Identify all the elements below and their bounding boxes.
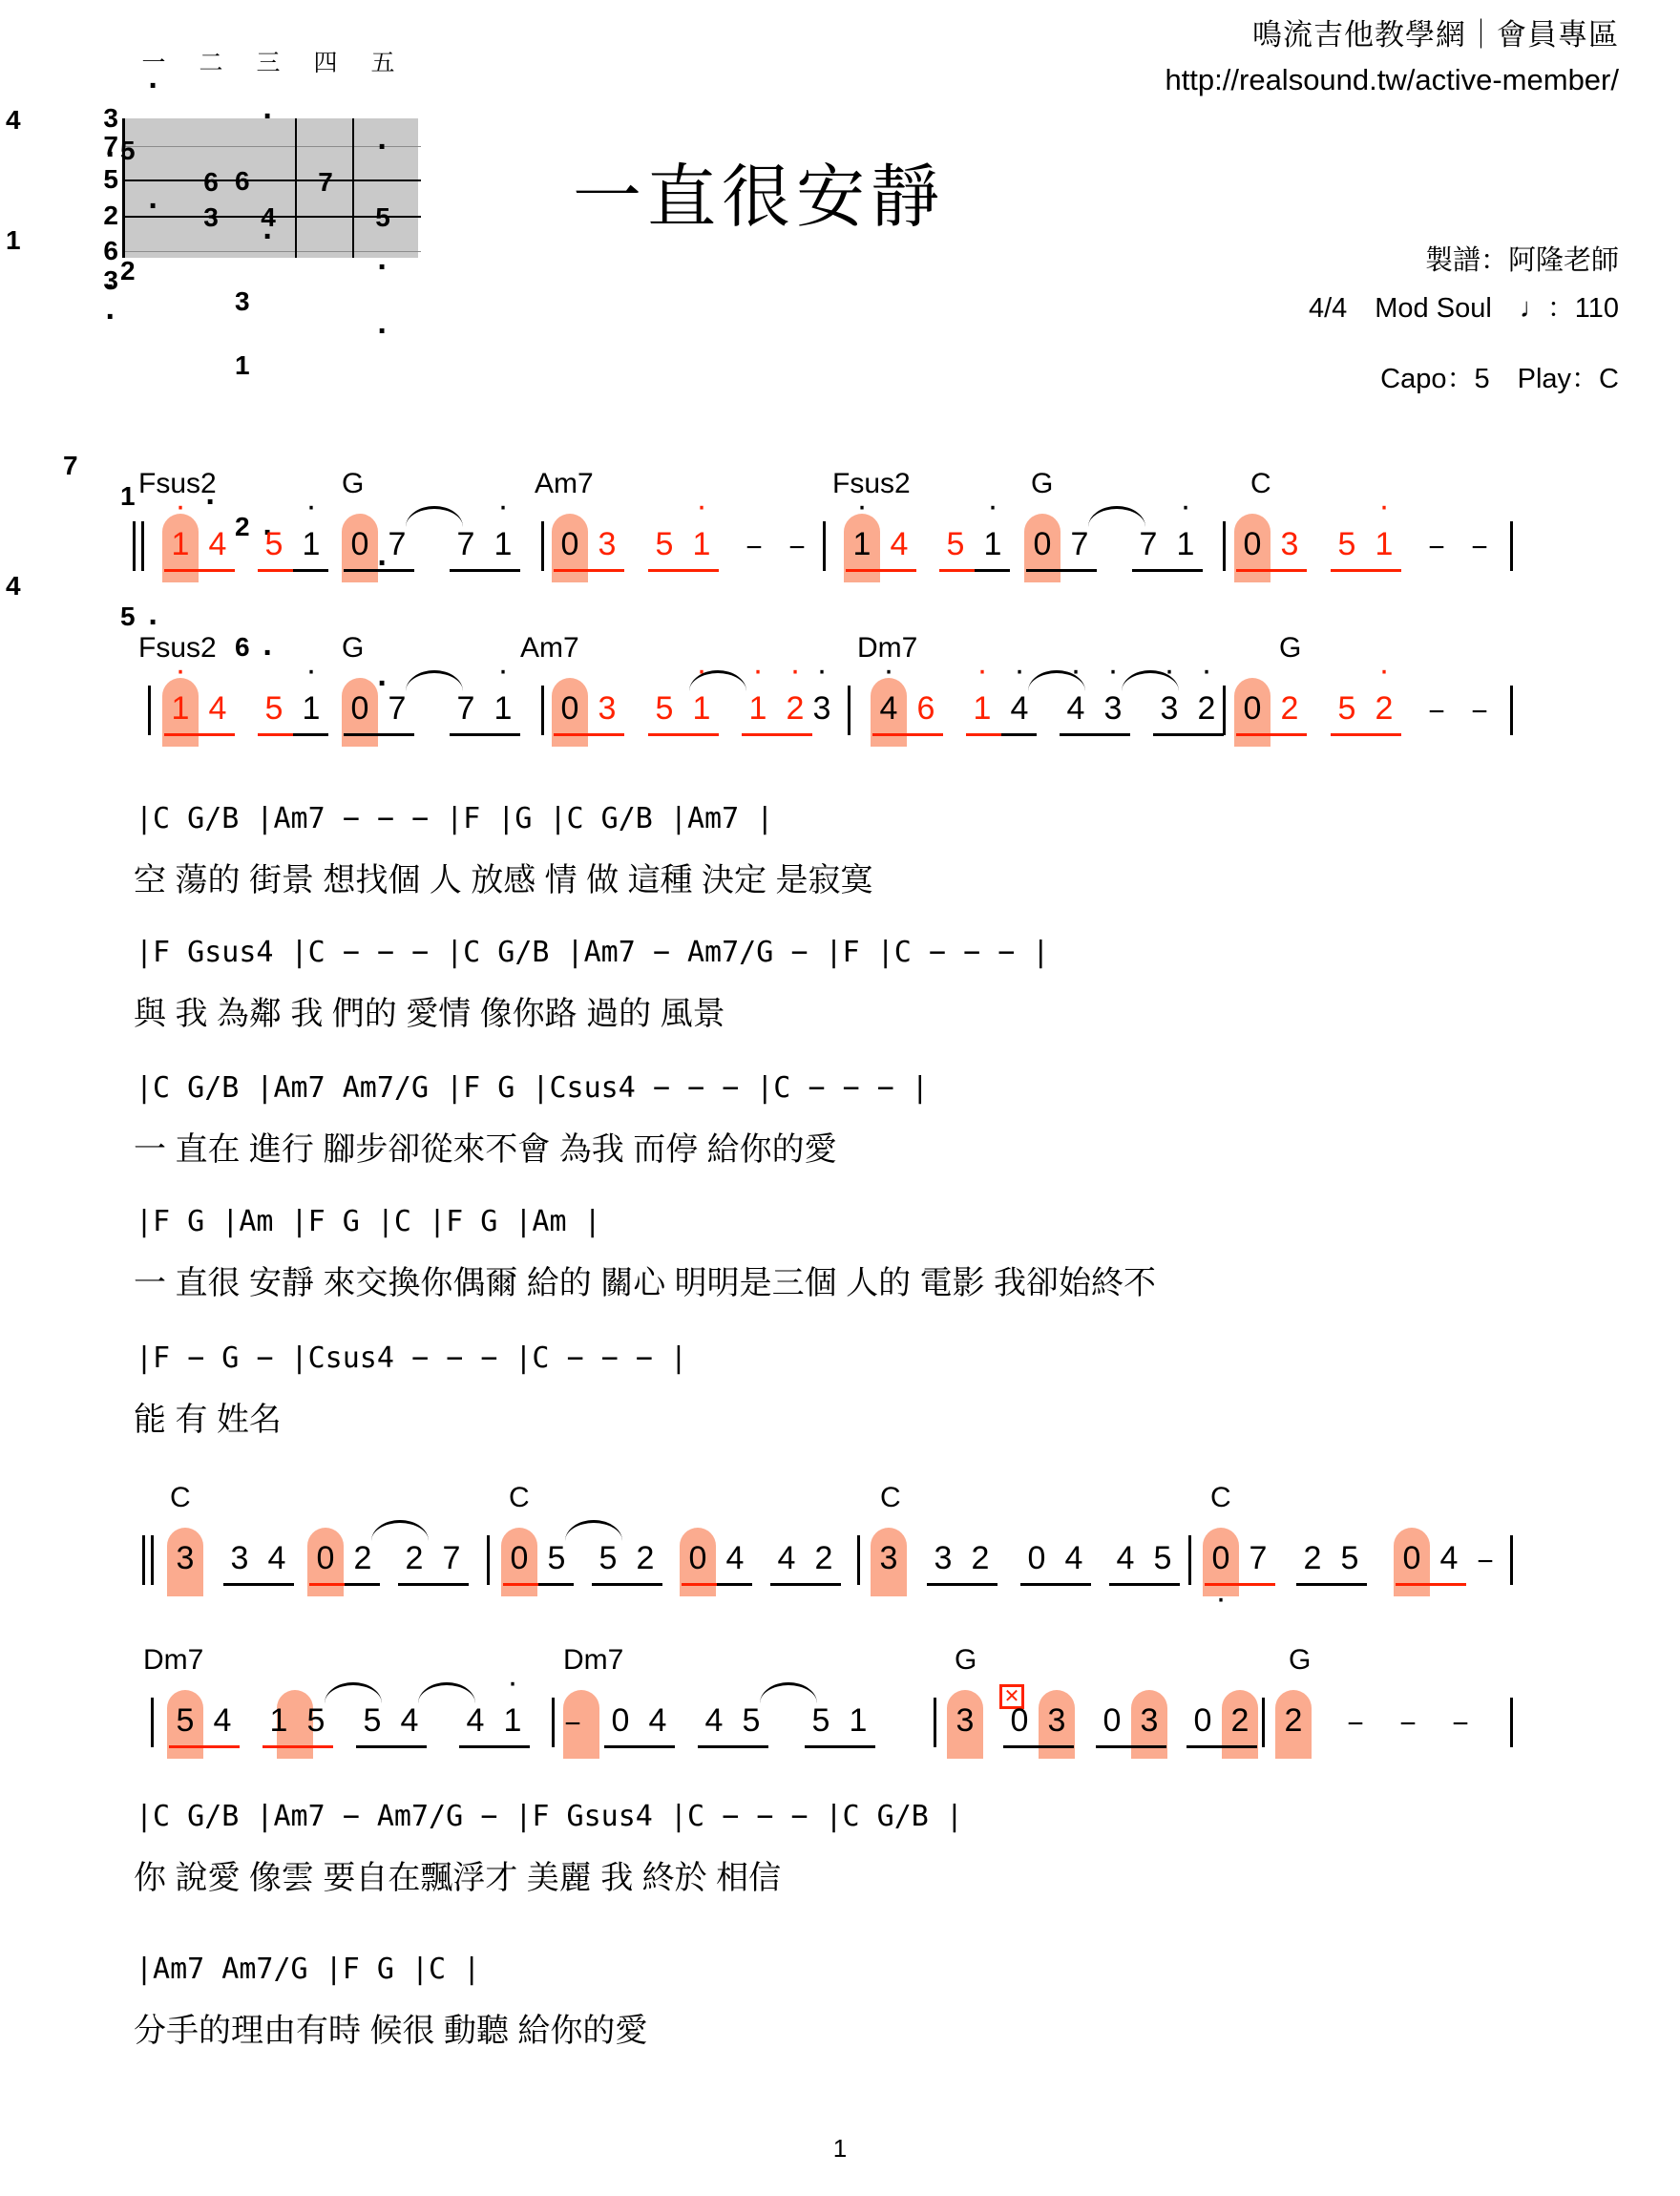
capo-info: Capo：5 Play：C [1380, 364, 1619, 394]
lyric-chord-line [0, 802, 1680, 848]
beam [770, 1583, 841, 1586]
lyric-word-line [0, 854, 1680, 911]
chord-label: Am7 [535, 468, 594, 499]
fret-row-3: 5 [103, 164, 118, 194]
beam [604, 1745, 675, 1748]
note: 3 [598, 690, 617, 727]
note: 1 · [1177, 525, 1195, 563]
barline [1188, 1535, 1191, 1585]
note: 1 · [504, 1701, 522, 1740]
note: 0 · [1212, 1539, 1230, 1577]
lyric-word-line [0, 2004, 1680, 2061]
chord-label: Am7 [520, 632, 579, 664]
beam [356, 1745, 427, 1748]
page-number: 1 [832, 2134, 848, 2163]
beam [1205, 1583, 1275, 1586]
note: 2 [1303, 1540, 1322, 1576]
lyric-word-line [0, 1393, 1680, 1450]
note: 4 [1064, 1540, 1083, 1576]
chord-label: C [509, 1482, 530, 1513]
note: 1 · [494, 689, 513, 728]
fretboard-column-labels [122, 44, 418, 76]
note: 5 [547, 1540, 566, 1576]
lyric-chord-line [0, 936, 1680, 982]
note: 7 [1249, 1540, 1268, 1576]
chord-row [0, 632, 1680, 674]
note: 2 [814, 1540, 833, 1576]
note: 4 [777, 1540, 796, 1576]
barline [823, 521, 826, 571]
note: 4 · [1011, 689, 1029, 728]
note: 4 [267, 1540, 286, 1576]
note: 0 [1193, 1702, 1212, 1739]
barline [148, 686, 151, 735]
note: 1 · [749, 689, 767, 728]
note: 4 [213, 1702, 232, 1739]
note: 7 [456, 690, 475, 727]
note: 1 · [693, 689, 711, 728]
chord-line-text: |F − G − |Csus4 − − − |C − − − | [136, 1341, 687, 1375]
lyric-text: 一 直在 進行 腳步卻從來不會 為我 而停 給你的愛 [134, 1131, 837, 1168]
sustain-dash: − [1428, 696, 1445, 728]
beam [169, 1745, 240, 1748]
notation-system-1 [0, 468, 1680, 582]
note: 4 [890, 526, 909, 562]
fret-note-7: 6 [203, 167, 219, 197]
lyric-text: 分手的理由有時 候很 動聽 給你的愛 [134, 2013, 648, 2049]
beam [698, 1745, 768, 1748]
note: 5 [655, 526, 674, 562]
beam [1132, 569, 1203, 572]
note: 1 · [303, 689, 321, 728]
lyric-chord-line [0, 1800, 1680, 1846]
fret-note-14: 1 · [120, 481, 416, 512]
beam [1020, 1583, 1091, 1586]
chord-line-text: |F G |Am |F G |C |F G |Am | [136, 1205, 601, 1238]
beam [648, 733, 719, 736]
note: 5 [811, 1702, 830, 1739]
note: 4 [466, 1702, 485, 1739]
fret-note-13: 7 · [63, 451, 359, 481]
note: 4 · [1067, 689, 1085, 728]
note-row [0, 674, 1680, 747]
lyric-block-4 [0, 1205, 1680, 1329]
beam [309, 1583, 345, 1586]
beam [939, 569, 975, 572]
note: 3 [176, 1540, 195, 1576]
note: 4 [1439, 1540, 1459, 1576]
fret-col-3: 三 [256, 50, 281, 76]
note: 0 [316, 1540, 335, 1576]
beam [975, 569, 1010, 572]
note: 0 [611, 1702, 630, 1739]
note: 1 [849, 1702, 868, 1739]
fret-note-9: 1 · [235, 350, 531, 381]
fret-row-6: 3 · [103, 265, 118, 296]
sustain-dash: − [1477, 1546, 1494, 1577]
tie [565, 1520, 622, 1541]
chord-label: C [1210, 1482, 1231, 1513]
beam [846, 569, 916, 572]
note: 0 [688, 1540, 707, 1576]
barline [1510, 686, 1513, 735]
note: 4 [648, 1702, 667, 1739]
barline [151, 1698, 154, 1747]
note: 5 [1153, 1540, 1172, 1576]
sustain-dash: − [1471, 696, 1488, 728]
beam [450, 733, 520, 736]
note: 3 [934, 1540, 953, 1576]
lyric-block-6 [0, 1800, 1680, 1924]
fret-row-2: 7 [103, 131, 118, 160]
note-row [0, 510, 1680, 582]
fret-row-4: 2 [103, 201, 118, 230]
fret-note-11: 4 [261, 202, 276, 232]
note: 4 · [880, 689, 898, 728]
fret-note-1: 4 · [6, 105, 302, 136]
lyric-text: 一 直很 安靜 來交換你偶爾 給的 關心 明明是三個 人的 電影 我卻始終不 [134, 1265, 1157, 1301]
note: 3 [1280, 526, 1299, 562]
note: 0 [560, 526, 579, 562]
note: 6 [916, 690, 935, 727]
note: 5 [264, 690, 284, 727]
fret-row-1: 3 · [103, 103, 118, 134]
beam [872, 733, 943, 736]
fret-note-16: 4 · [6, 571, 302, 602]
note: 5 [598, 1540, 618, 1576]
note: 0 [1033, 526, 1052, 562]
notation-system-3 [0, 1482, 1680, 1596]
beam [554, 733, 624, 736]
note: 5 [1340, 1540, 1359, 1576]
note: 5 [1337, 690, 1356, 727]
lyric-word-line [0, 1851, 1680, 1909]
chord-label: Fsus2 [832, 468, 911, 499]
barline [934, 1698, 936, 1747]
fret-note-4: 1 · [6, 225, 302, 256]
lyric-block-7 [0, 1953, 1680, 2077]
chord-line-text: |Am7 Am7/G |F G |C | [136, 1953, 481, 1986]
note: 2 · [1376, 689, 1394, 728]
sustain-dash: − [788, 532, 806, 563]
beam [805, 1745, 875, 1748]
tie [325, 1682, 382, 1703]
lyric-text: 與 我 為鄰 我 們的 愛情 像你路 過的 風景 [134, 996, 725, 1032]
note: 1 · [853, 525, 872, 563]
note: 1 · [172, 689, 190, 728]
note: 4 [1116, 1540, 1135, 1576]
beam [1331, 569, 1401, 572]
beam [682, 1583, 717, 1586]
beam [742, 733, 812, 736]
fret-note-10: 3 [203, 202, 219, 232]
beam [459, 1745, 530, 1748]
fret-note-18: 6 · [235, 632, 531, 663]
barline [541, 686, 544, 735]
tie [418, 1682, 475, 1703]
beam [1236, 733, 1307, 736]
note: 0 [350, 690, 369, 727]
beam [1001, 733, 1037, 736]
note: 4 [208, 690, 227, 727]
note: 1 · [172, 525, 190, 563]
note: 3 · [1161, 689, 1179, 728]
lyric-chord-line [0, 1953, 1680, 1998]
note: 7 [1139, 526, 1158, 562]
note: 5 [264, 526, 284, 562]
note: 3 [1047, 1702, 1066, 1739]
note: 7 [442, 1540, 461, 1576]
note: 2 [1280, 690, 1299, 727]
chord-label: C [880, 1482, 901, 1513]
barline [857, 1535, 860, 1585]
note: 1 · [693, 525, 711, 563]
barline [848, 686, 850, 735]
note: 4 [704, 1702, 724, 1739]
note: 2 [1230, 1702, 1250, 1739]
repeat-barline [151, 1535, 154, 1585]
fret-note-3: 6 · [235, 166, 531, 197]
note: 3 [956, 1702, 975, 1739]
fret-note-15: 2 · [235, 512, 531, 542]
barline [1223, 521, 1226, 571]
barline [1262, 1698, 1265, 1747]
tie [371, 1520, 429, 1541]
beam [450, 569, 520, 572]
note: 1 · [303, 525, 321, 563]
note: 2 · [1198, 689, 1216, 728]
note: 0 [1243, 690, 1262, 727]
beam [927, 1583, 998, 1586]
beam [1026, 569, 1097, 572]
lyric-text: 能 有 姓名 [134, 1402, 282, 1438]
note: 0 [1102, 1702, 1122, 1739]
barline [541, 521, 544, 571]
note: 5 [306, 1702, 326, 1739]
beam [1186, 1745, 1257, 1748]
note: 7 [388, 690, 407, 727]
beam [648, 569, 719, 572]
lyric-word-line [0, 1256, 1680, 1314]
barline [487, 1535, 490, 1585]
notation-system-2 [0, 632, 1680, 747]
barline [1510, 1698, 1513, 1747]
beam [1060, 733, 1130, 736]
note: 2 · [787, 689, 805, 728]
note: 1 · [494, 525, 513, 563]
beam [1331, 733, 1401, 736]
note: 2 [636, 1540, 655, 1576]
lyric-chord-line [0, 1341, 1680, 1387]
tie [406, 506, 463, 527]
beam [966, 733, 1001, 736]
fret-col-1: 一 [141, 50, 166, 76]
note: 3 [879, 1540, 898, 1576]
note: 1 [269, 1702, 288, 1739]
chord-label: Fsus2 [138, 632, 217, 664]
chord-row [0, 468, 1680, 510]
chord-label: C [170, 1482, 191, 1513]
lyric-text: 空 蕩的 街景 想找個 人 放感 情 做 這種 決定 是寂寞 [134, 862, 873, 898]
note: 7 [388, 526, 407, 562]
beam [223, 1583, 294, 1586]
chord-label: Fsus2 [138, 468, 217, 499]
tie [760, 1682, 817, 1703]
note: 3 · [1104, 689, 1123, 728]
tie [406, 670, 463, 691]
beam [345, 1583, 380, 1586]
note-row [0, 1524, 1680, 1596]
beam [398, 1583, 469, 1586]
fret-note-8: 7 [318, 167, 333, 197]
fret-note-17: 5 · [120, 602, 416, 632]
note: 3 [598, 526, 617, 562]
lyric-word-line [0, 987, 1680, 1045]
fret-note-6: 3 · [235, 286, 531, 317]
sustain-dash: − [1428, 532, 1445, 563]
note: 0 [560, 690, 579, 727]
beam [592, 1583, 662, 1586]
chord-label: G [342, 468, 365, 499]
chord-label: Dm7 [143, 1644, 204, 1676]
lyric-block-1 [0, 802, 1680, 926]
note: 0 [1010, 1702, 1029, 1739]
note: 5 [742, 1702, 761, 1739]
lyric-chord-line [0, 1205, 1680, 1251]
barline [552, 1698, 555, 1747]
site-header [1165, 13, 1619, 103]
beam [164, 733, 235, 736]
note: 4 [208, 526, 227, 562]
chord-label: G [1289, 1644, 1312, 1676]
note: 7 [456, 526, 475, 562]
sustain-dash: − [564, 1708, 581, 1740]
note: 2 [353, 1540, 372, 1576]
note-row [0, 1686, 1680, 1759]
beam [1296, 1583, 1367, 1586]
fret-col-2: 二 [199, 50, 223, 76]
note: 3 · [813, 689, 831, 728]
note: 3 [1140, 1702, 1159, 1739]
note: 0 [1402, 1540, 1421, 1576]
fret-note-5: 2 · [120, 256, 416, 286]
note: 2 [971, 1540, 990, 1576]
barline [1510, 1535, 1513, 1585]
beam [344, 569, 414, 572]
barline [1223, 686, 1226, 735]
tempo-info: 4/4 Mod Soul ♩：110 [1308, 293, 1619, 324]
lyric-chord-line [0, 1071, 1680, 1117]
note: 1 · [974, 689, 992, 728]
chord-line-text: |C G/B |Am7 Am7/G |F G |Csus4 − − − |C − − − | [136, 1071, 929, 1105]
note: 7 [1070, 526, 1089, 562]
site-url: http://realsound.tw/active-member/ [1165, 63, 1619, 96]
fret-note-12: 5 [375, 202, 390, 232]
repeat-barline [141, 521, 144, 571]
beam [293, 733, 328, 736]
chord-line-text: |C G/B |Am7 − − − |F |G |C G/B |Am7 | [136, 802, 774, 835]
note: 0 [1243, 526, 1262, 562]
beam [262, 1745, 333, 1748]
note: 1 · [1376, 525, 1394, 563]
fret-col-4: 四 [313, 50, 338, 76]
sustain-dash: − [746, 532, 763, 563]
lyric-text: 你 說愛 像雲 要自在飄浮才 美麗 我 終於 相信 [134, 1860, 782, 1896]
lyric-word-line [0, 1123, 1680, 1180]
note: 5 [176, 1702, 195, 1739]
chord-label: C [1250, 468, 1271, 499]
note: 2 [405, 1540, 424, 1576]
fret-note-2: 5 · [120, 136, 416, 166]
beam [1003, 1745, 1074, 1748]
lyric-block-3 [0, 1071, 1680, 1195]
note: 5 [655, 690, 674, 727]
note: 0 [350, 526, 369, 562]
sustain-dash: − [1452, 1708, 1469, 1740]
sustain-dash: − [1399, 1708, 1417, 1740]
beam [1153, 733, 1224, 736]
site-name: 鳴流吉他教學網｜會員專區 [1252, 18, 1619, 52]
chord-label: G [1031, 468, 1054, 499]
note: 2 [1284, 1702, 1303, 1739]
beam [1109, 1583, 1180, 1586]
chord-label: Dm7 [857, 632, 918, 664]
note: 5 [363, 1702, 382, 1739]
sustain-dash: − [1347, 1708, 1364, 1740]
beam [293, 569, 328, 572]
barline [1510, 521, 1513, 571]
beam [258, 733, 293, 736]
page-title: 一直很安靜 [573, 157, 946, 237]
chord-row [0, 1644, 1680, 1686]
beam [554, 569, 624, 572]
fret-row-5: 6 · [103, 236, 118, 266]
sustain-dash: − [1471, 532, 1488, 563]
chord-label: G [342, 632, 365, 664]
chord-label: Dm7 [563, 1644, 624, 1676]
note: 3 [230, 1540, 249, 1576]
note: 4 [725, 1540, 745, 1576]
chord-label: G [955, 1644, 977, 1676]
arranger-credit: 製譜：阿隆老師 [1424, 245, 1619, 276]
beam [1236, 569, 1307, 572]
beam [538, 1583, 574, 1586]
chord-line-text: |F Gsus4 |C − − − |C G/B |Am7 − Am7/G − |F |C − − − | [136, 936, 1050, 969]
beam [1096, 1745, 1166, 1748]
beam [717, 1583, 752, 1586]
notation-system-4 [0, 1644, 1680, 1759]
note: 1 · [984, 525, 1002, 563]
note: 0 [510, 1540, 529, 1576]
note: 4 [400, 1702, 419, 1739]
tie [1088, 506, 1145, 527]
chord-line-text: |C G/B |Am7 − Am7/G − |F Gsus4 |C − − − |C G/B | [136, 1800, 963, 1833]
note: 5 [946, 526, 965, 562]
note: 0 [1027, 1540, 1046, 1576]
beam [164, 569, 235, 572]
chord-label: G [1279, 632, 1302, 664]
beam [503, 1583, 538, 1586]
lyric-block-2 [0, 936, 1680, 1060]
beam [1396, 1583, 1466, 1586]
fret-col-5: 五 [370, 50, 395, 76]
lyric-block-5 [0, 1341, 1680, 1466]
beam [258, 569, 293, 572]
beam [344, 733, 414, 736]
chord-row [0, 1482, 1680, 1524]
note: 5 [1337, 526, 1356, 562]
